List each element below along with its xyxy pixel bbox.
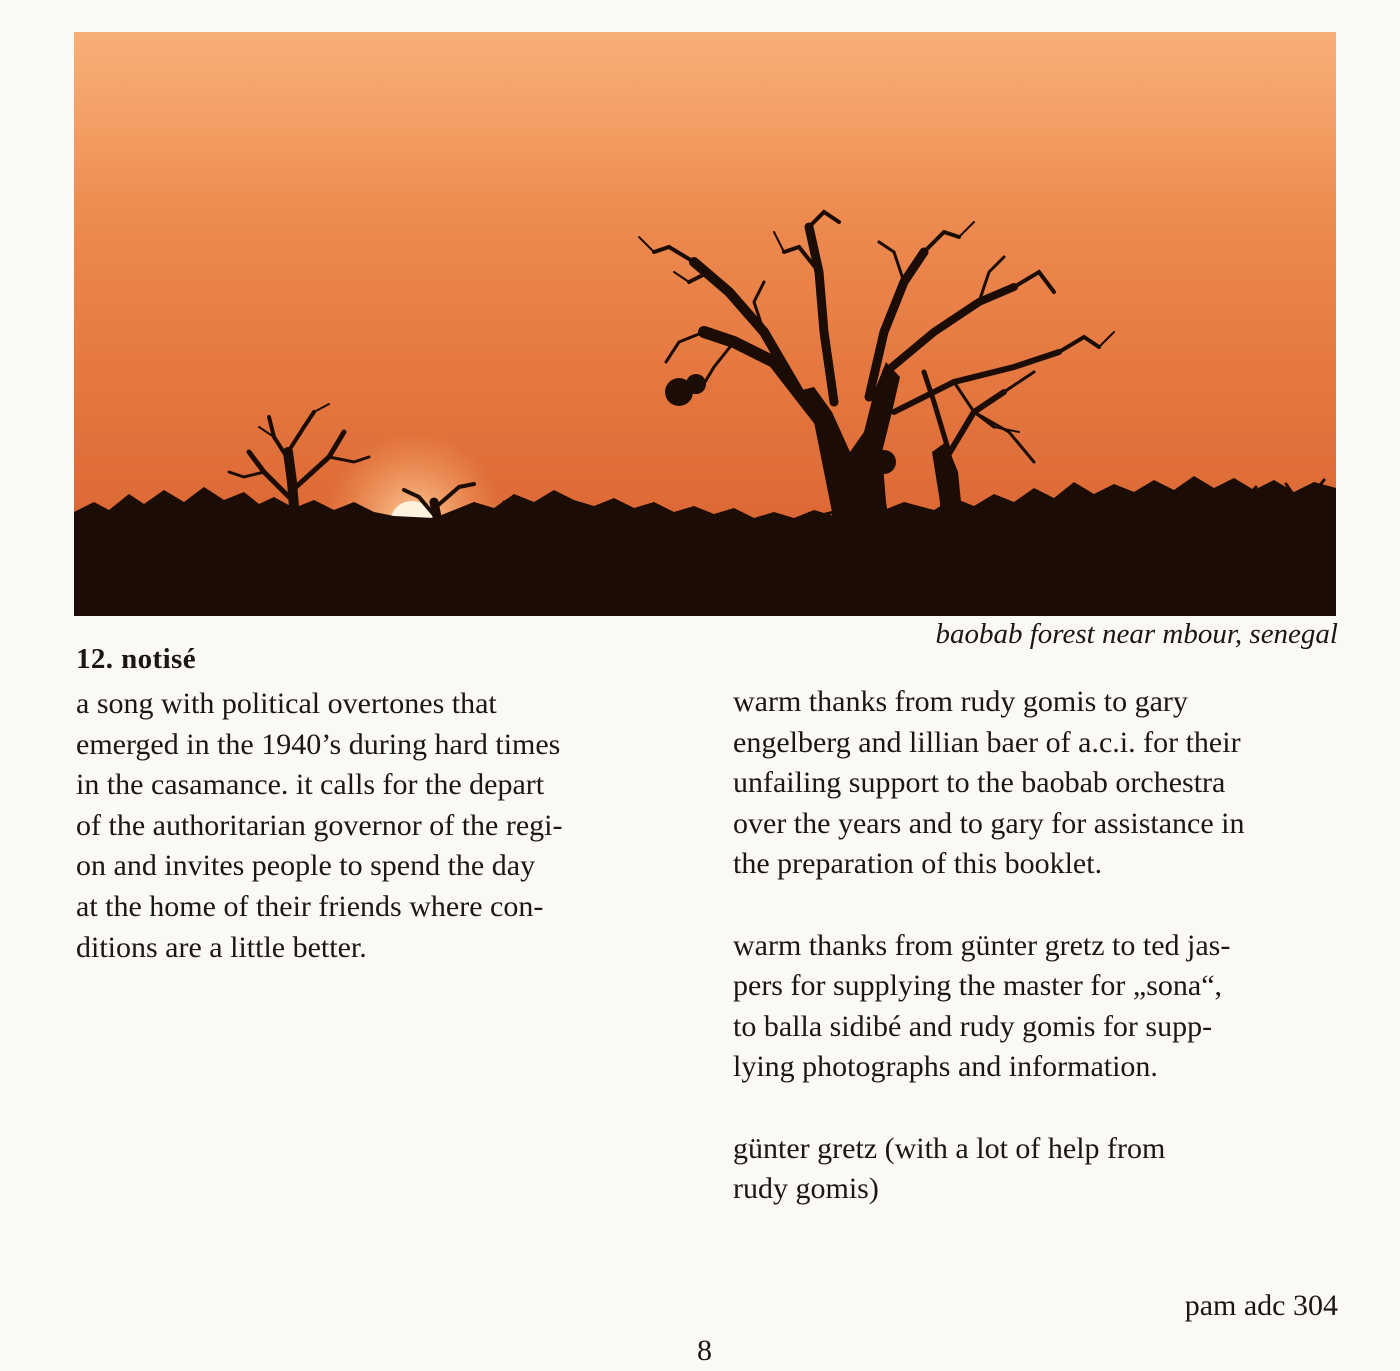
credits-paragraph-1	[733, 682, 1353, 885]
page-number: 8	[697, 1334, 712, 1367]
description-line: of the authoritarian governor of the regi-	[76, 808, 563, 842]
credits-line: to balla sidibé and rudy gomis for supp-	[733, 1009, 1213, 1043]
description-line: ditions are a little better.	[76, 930, 367, 964]
credits-line: unfailing support to the baobab orchestra	[733, 766, 1226, 800]
baobab-sunset-photo	[74, 32, 1336, 616]
tree-silhouettes	[74, 212, 1336, 616]
credits-paragraph-3	[733, 1129, 1353, 1210]
credits-line: lying photographs and information.	[733, 1050, 1158, 1084]
catalog-number: pam adc 304	[1184, 1289, 1338, 1322]
credits-paragraph-2	[733, 926, 1353, 1088]
description-line: at the home of their friends where con-	[76, 889, 544, 923]
credits-line: günter gretz (with a lot of help from	[733, 1131, 1166, 1165]
description-line: a song with political overtones that	[76, 687, 497, 720]
credits-line: pers for supplying the master for „sona“,	[733, 969, 1223, 1003]
credits-line: rudy gomis)	[733, 1172, 879, 1206]
photo-caption: baobab forest near mbour, senegal	[935, 618, 1338, 650]
credits-line: warm thanks from günter gretz to ted jas-	[733, 928, 1231, 962]
credits-line: the preparation of this booklet.	[733, 847, 1103, 881]
credits	[733, 682, 1353, 1250]
description-line: emerged in the 1940’s during hard times	[76, 727, 561, 761]
credits-line: over the years and to gary for assistance in	[733, 806, 1245, 840]
credits-line: engelberg and lillian baer of a.c.i. for their	[733, 725, 1241, 759]
track-title: 12. notisé	[76, 643, 196, 675]
description-line: on and invites people to spend the day	[76, 849, 536, 883]
credits-line: warm thanks from rudy gomis to gary	[733, 685, 1188, 718]
track-description	[76, 684, 696, 968]
description-line: in the casamance. it calls for the depart	[76, 768, 545, 802]
